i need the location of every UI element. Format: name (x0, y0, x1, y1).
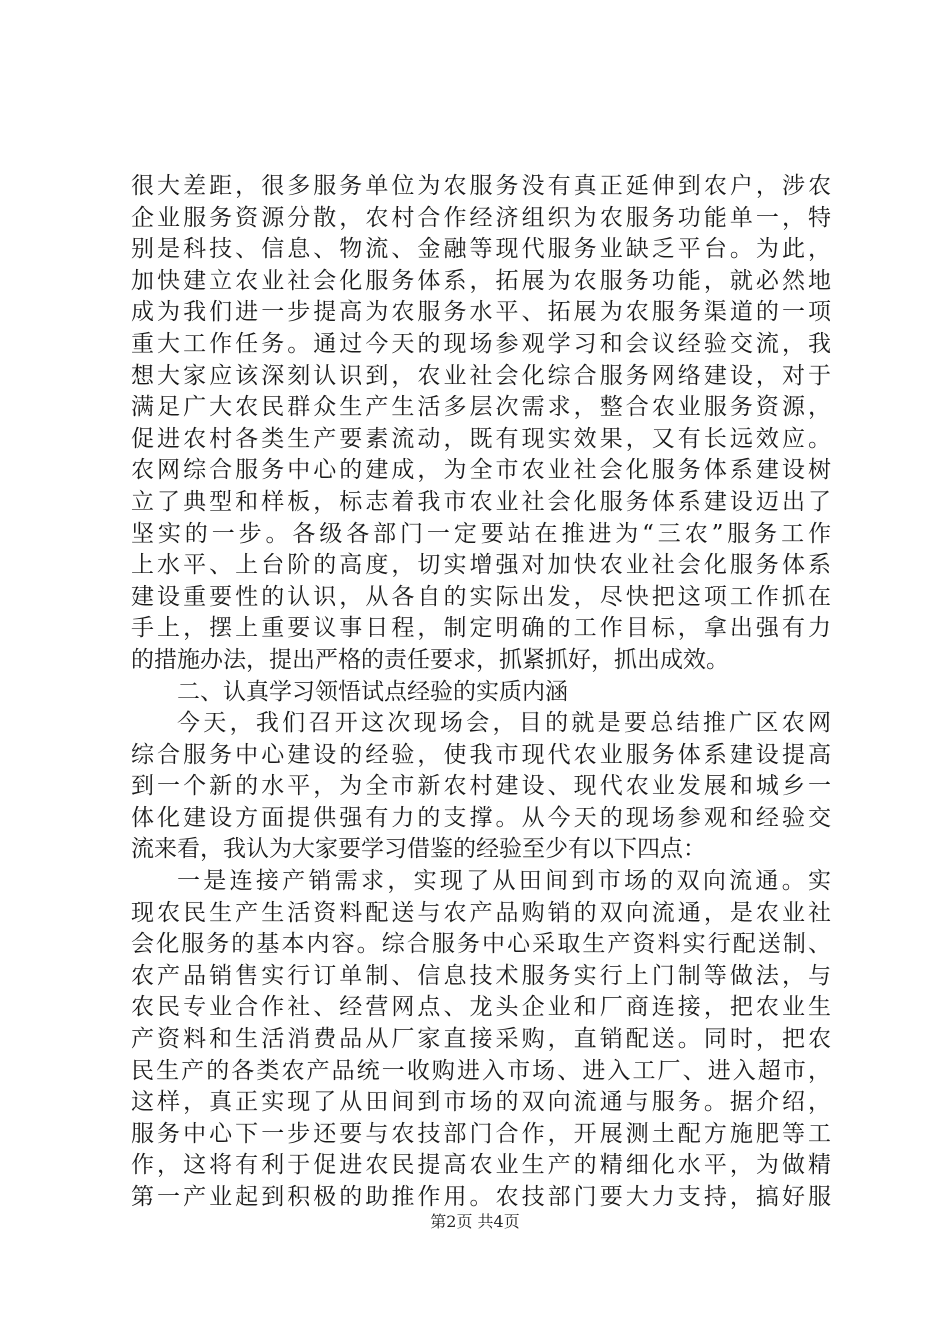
text-line: 建设重要性的认识，从各自的实际出发，尽快把这项工作抓在 (131, 583, 831, 610)
text-line: 农产品销售实行订单制、信息技术服务实行上门制等做法，与 (131, 962, 831, 989)
text-line: 满足广大农民群众生产生活多层次需求，整合农业服务资源， (131, 394, 831, 421)
text-line: 今天，我们召开这次现场会，目的就是要总结推广区农网 (177, 710, 831, 737)
text-line: 重大工作任务。通过今天的现场参观学习和会议经验交流，我 (131, 330, 831, 357)
text-line: 服务中心下一步还要与农技部门合作，开展测土配方施肥等工 (131, 1120, 831, 1147)
text-line: 第一产业起到积极的助推作用。农技部门要大力支持，搞好服 (131, 1184, 831, 1210)
text-line: 产资料和生活消费品从厂家直接采购，直销配送。同时，把农 (131, 1026, 831, 1053)
section-heading: 二、认真学习领悟试点经验的实质内涵 (177, 678, 568, 705)
text-line: 民生产的各类农产品统一收购进入市场、进入工厂、进入超市， (131, 1057, 831, 1084)
text-line: 农民专业合作社、经营网点、龙头企业和厂商连接，把农业生 (131, 994, 831, 1021)
text-line: 到一个新的水平，为全市新农村建设、现代农业发展和城乡一 (131, 773, 831, 800)
text-line: 企业服务资源分散，农村合作经济组织为农服务功能单一，特 (131, 204, 831, 231)
text-line: 上水平、上台阶的高度，切实增强对加快农业社会化服务体系 (131, 552, 831, 579)
text-line: 立了典型和样板，标志着我市农业社会化服务体系建设迈出了 (131, 488, 831, 515)
text-line: 促进农村各类生产要素流动，既有现实效果，又有长远效应。 (131, 425, 831, 452)
document-body (131, 171, 831, 1214)
text-line: 的措施办法，提出严格的责任要求，抓紧抓好，抓出成效。 (131, 646, 729, 673)
text-line: 加快建立农业社会化服务体系，拓展为农服务功能，就必然地 (131, 267, 831, 294)
text-line: 作，这将有利于促进农民提高农业生产的精细化水平，为做精 (131, 1152, 831, 1179)
text-line: 别是科技、信息、物流、金融等现代服务业缺乏平台。为此， (131, 236, 831, 263)
text-line: 成为我们进一步提高为农服务水平、拓展为农服务渠道的一项 (131, 299, 831, 326)
text-line: 坚实的一步。各级各部门一定要站在推进为“三农”服务工作 (131, 520, 831, 547)
text-line: 流来看，我认为大家要学习借鉴的经验至少有以下四点： (131, 836, 706, 863)
text-line: 会化服务的基本内容。综合服务中心采取生产资料实行配送制、 (131, 931, 831, 958)
text-line: 很大差距，很多服务单位为农服务没有真正延伸到农户，涉农 (131, 173, 831, 199)
text-line: 现农民生产生活资料配送与农产品购销的双向流通，是农业社 (131, 899, 831, 926)
page-number-footer: 第2页 共4页 (430, 1212, 520, 1231)
text-line: 手上，摆上重要议事日程，制定明确的工作目标，拿出强有力 (131, 615, 831, 642)
text-line: 农网综合服务中心的建成，为全市农业社会化服务体系建设树 (131, 457, 831, 484)
text-line: 体化建设方面提供强有力的支撑。从今天的现场参观和经验交 (131, 804, 831, 831)
text-line: 综合服务中心建设的经验，使我市现代农业服务体系建设提高 (131, 741, 831, 768)
text-line: 这样，真正实现了从田间到市场的双向流通与服务。据介绍， (131, 1089, 831, 1116)
text-line: 想大家应该深刻认识到，农业社会化综合服务网络建设，对于 (131, 362, 831, 389)
text-line: 一是连接产销需求，实现了从田间到市场的双向流通。实 (177, 868, 831, 895)
